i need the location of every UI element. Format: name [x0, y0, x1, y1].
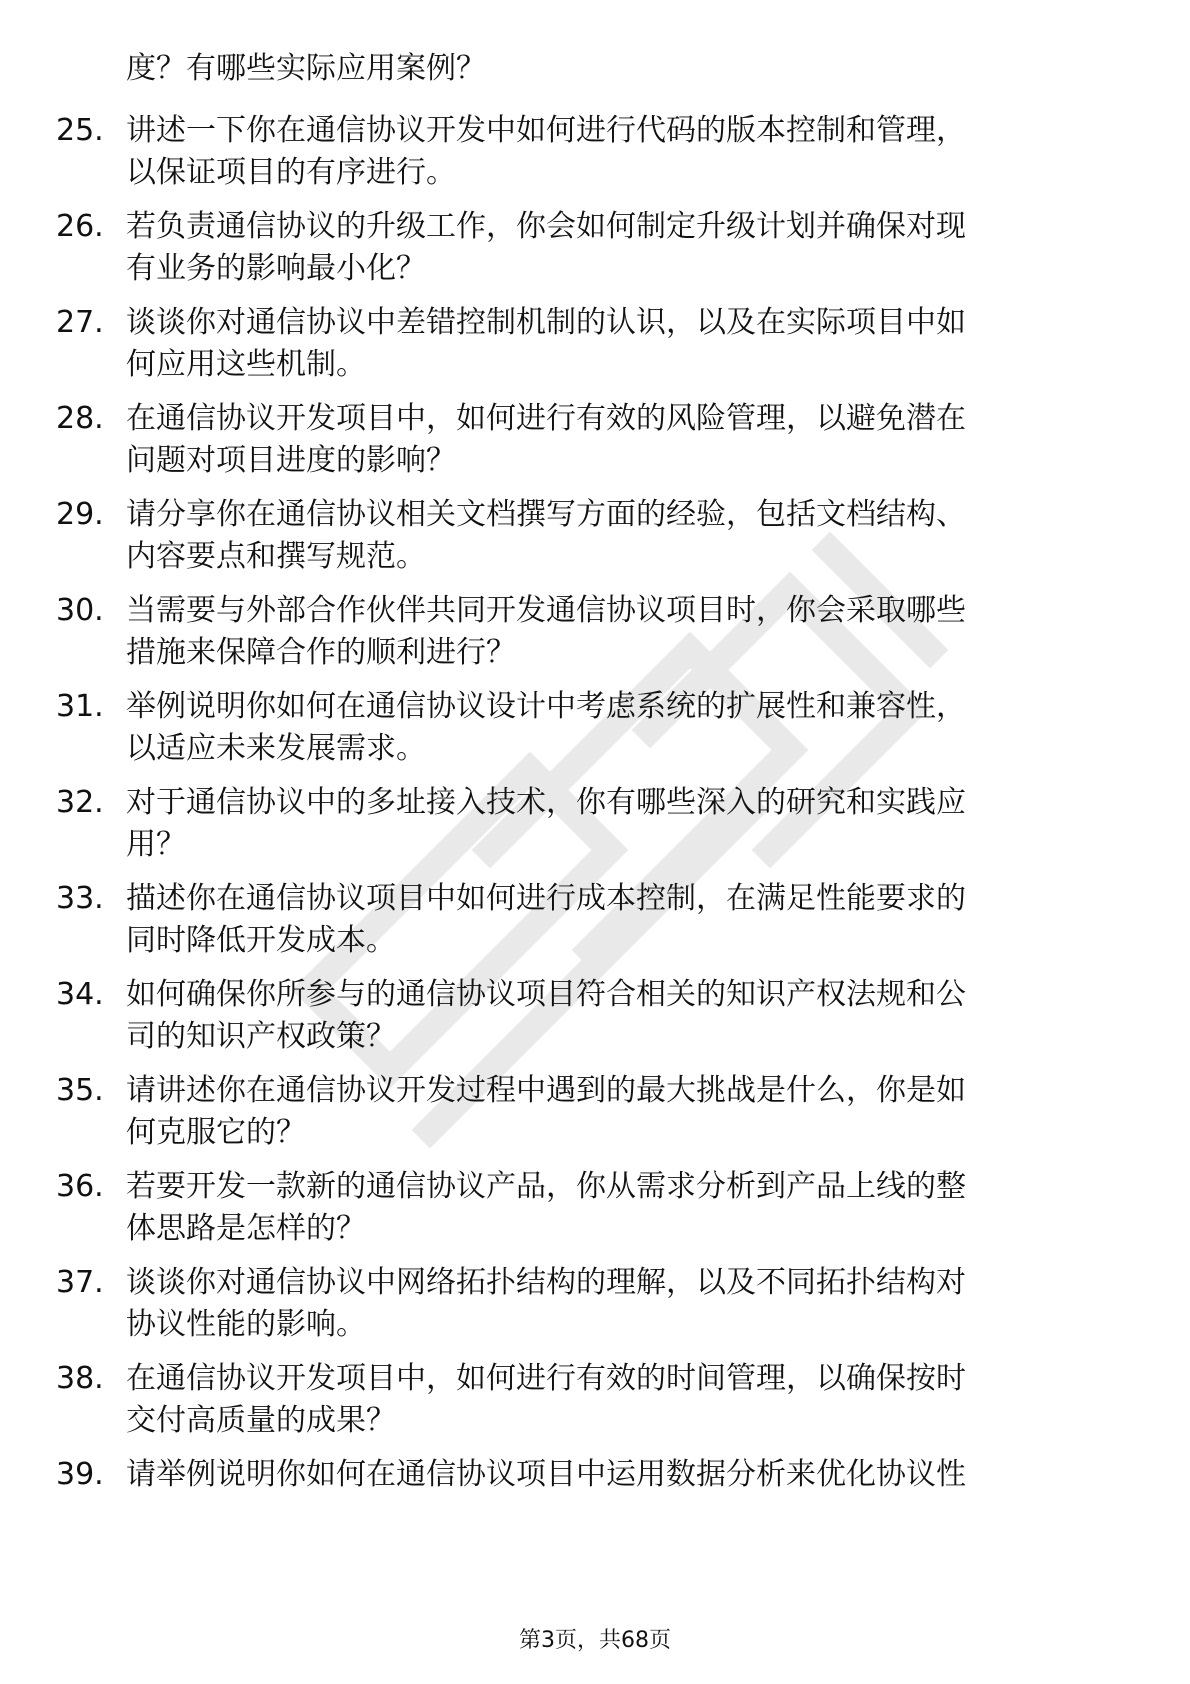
- list-item: [0, 110, 1190, 190]
- item-text-line: 在通信协议开发项目中，如何进行有效的时间管理，以确保按时: [126, 1361, 966, 1396]
- list-item: [0, 1358, 1190, 1438]
- list-item: [0, 782, 1190, 862]
- item-text: [126, 110, 1116, 194]
- item-number: 6. 29.: [56, 497, 104, 532]
- item-text-line: 讲述一下你在通信协议开发中如何进行代码的版本控制和管理，: [126, 113, 966, 148]
- item-number: 3. 26.: [56, 209, 104, 244]
- list-item: [0, 398, 1190, 478]
- item-text-line: 交付高质量的成果？: [126, 1403, 396, 1438]
- item-text-line: 谈谈你对通信协议中差错控制机制的认识，以及在实际项目中如: [126, 305, 966, 340]
- item-number: 13. 36.: [56, 1169, 104, 1204]
- item-text-line: 当需要与外部合作伙伴共同开发通信协议项目时，你会采取哪些: [126, 593, 966, 628]
- item-text-line: 请分享你在通信协议相关文档撰写方面的经验，包括文档结构、: [126, 497, 966, 532]
- item-text-line: 问题对项目进度的影响？: [126, 443, 456, 478]
- item-number: 16. 39.: [56, 1457, 104, 1492]
- item-text: [126, 398, 1116, 482]
- item-text-line: 同时降低开发成本。: [126, 923, 396, 958]
- item-text-line: 描述你在通信协议项目中如何进行成本控制，在满足性能要求的: [126, 881, 966, 916]
- list-item: [0, 494, 1190, 574]
- item-text-line: 如何确保你所参与的通信协议项目符合相关的知识产权法规和公: [126, 977, 966, 1012]
- item-text-line: 以适应未来发展需求。: [126, 731, 426, 766]
- item-text-line: 1. 度？有哪些实际应用案例？: [126, 51, 486, 86]
- item-number: 8. 31.: [56, 689, 104, 724]
- item-number: 14. 37.: [56, 1265, 104, 1300]
- item-text: [126, 206, 1116, 290]
- item-text-line: 若要开发一款新的通信协议产品，你从需求分析到产品上线的整: [126, 1169, 966, 1204]
- item-text: [126, 590, 1116, 674]
- page-footer: 第3页，共68页: [519, 1628, 671, 1653]
- item-number: 7. 30.: [56, 593, 104, 628]
- item-text-line: 有业务的影响最小化？: [126, 251, 426, 286]
- item-text-line: 谈谈你对通信协议中网络拓扑结构的理解，以及不同拓扑结构对: [126, 1265, 966, 1300]
- list-item: [0, 1070, 1190, 1150]
- item-text: [126, 1454, 1116, 1496]
- item-number: 15. 38.: [56, 1361, 104, 1396]
- item-number: 4. 27.: [56, 305, 104, 340]
- list-item: [0, 686, 1190, 766]
- list-item: [0, 302, 1190, 382]
- item-text: [126, 686, 1116, 770]
- item-number: 9. 32.: [56, 785, 104, 820]
- item-text-line: 司的知识产权政策？: [126, 1019, 396, 1054]
- item-text-line: 内容要点和撰写规范。: [126, 539, 426, 574]
- item-text: [126, 1358, 1116, 1442]
- list-item: [0, 974, 1190, 1054]
- item-text-line: 请讲述你在通信协议开发过程中遇到的最大挑战是什么，你是如: [126, 1073, 966, 1108]
- item-text-line: 请举例说明你如何在通信协议项目中运用数据分析来优化协议性: [126, 1457, 966, 1492]
- item-text-line: 措施来保障合作的顺利进行？: [126, 635, 516, 670]
- list-item: [0, 48, 1190, 90]
- list-item: [0, 590, 1190, 670]
- item-text-line: 何应用这些机制。: [126, 347, 366, 382]
- item-text: [126, 1166, 1116, 1250]
- item-text-line: 何克服它的？: [126, 1115, 306, 1150]
- item-number: 5. 28.: [56, 401, 104, 436]
- item-text-line: 举例说明你如何在通信协议设计中考虑系统的扩展性和兼容性，: [126, 689, 966, 724]
- list-item: [0, 1262, 1190, 1342]
- item-text-line: 以保证项目的有序进行。: [126, 155, 456, 190]
- list-item: [0, 1454, 1190, 1496]
- item-number: 10. 33.: [56, 881, 104, 916]
- item-text: [126, 974, 1116, 1058]
- item-text: [126, 302, 1116, 386]
- item-text: [126, 1070, 1116, 1154]
- item-text: [126, 48, 1116, 90]
- item-text-line: 对于通信协议中的多址接入技术，你有哪些深入的研究和实践应: [126, 785, 966, 820]
- item-text-line: 在通信协议开发项目中，如何进行有效的风险管理，以避免潜在: [126, 401, 966, 436]
- item-text: [126, 494, 1116, 578]
- item-text-line: 体思路是怎样的？: [126, 1211, 366, 1246]
- item-text: [126, 1262, 1116, 1346]
- item-number: 11. 34.: [56, 977, 104, 1012]
- item-text: [126, 782, 1116, 866]
- list-item: [0, 878, 1190, 958]
- item-text-line: 用？: [126, 827, 186, 862]
- item-number: 12. 35.: [56, 1073, 104, 1108]
- list-item: [0, 206, 1190, 286]
- item-text-line: 协议性能的影响。: [126, 1307, 366, 1342]
- list-item: [0, 1166, 1190, 1246]
- item-text: [126, 878, 1116, 962]
- item-text-line: 若负责通信协议的升级工作，你会如何制定升级计划并确保对现: [126, 209, 966, 244]
- item-number: 2. 25.: [56, 113, 104, 148]
